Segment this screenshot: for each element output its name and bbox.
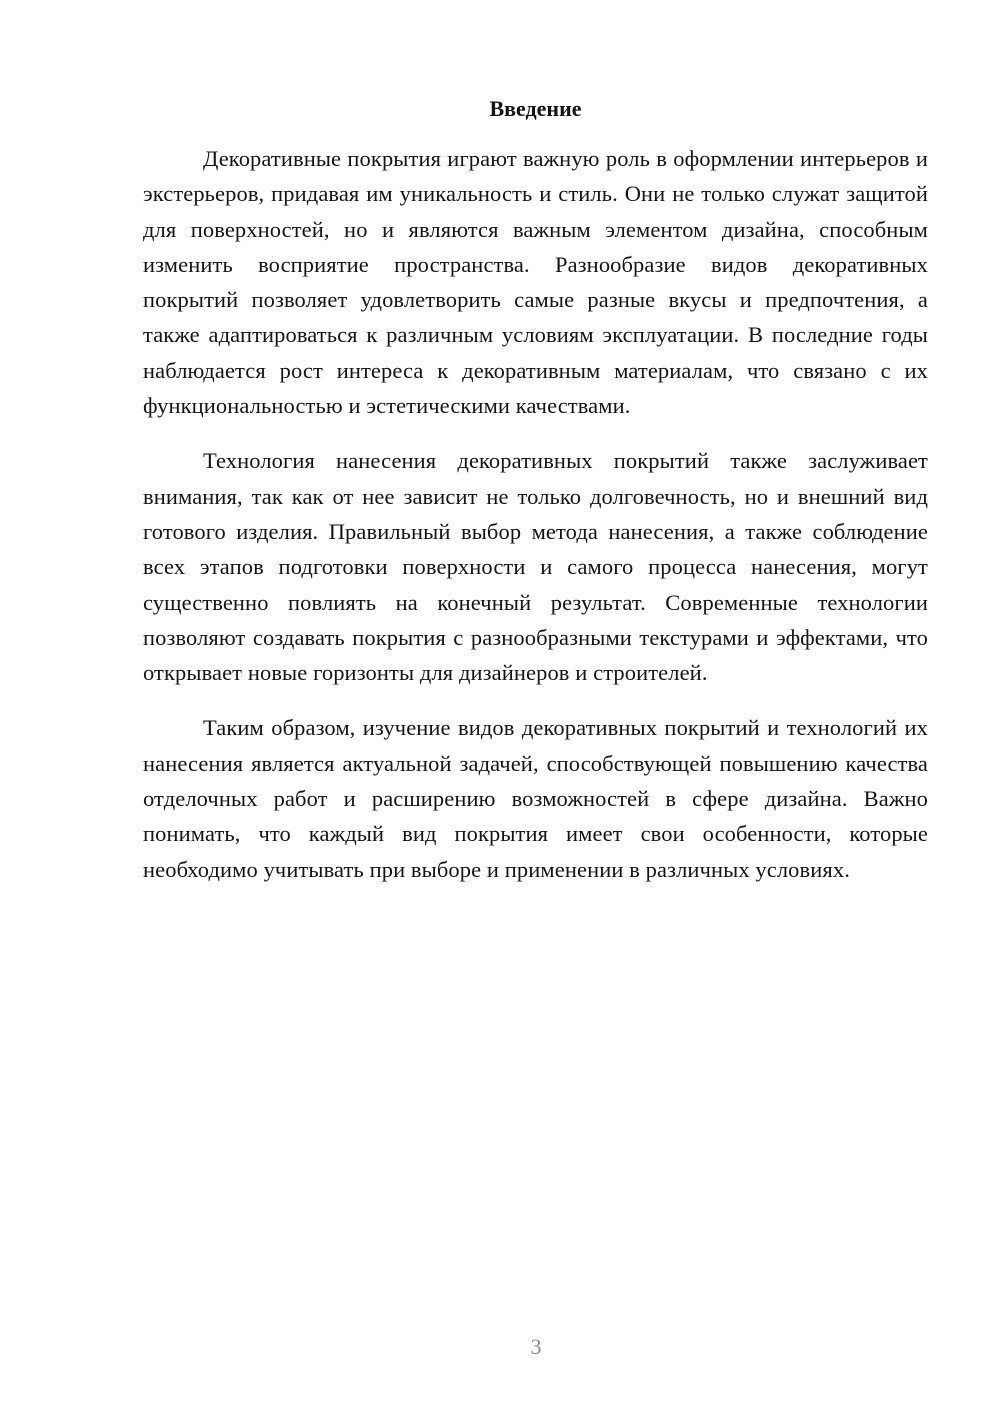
page-content	[143, 92, 928, 907]
section-heading: Введение	[489, 96, 582, 121]
page-number: 3	[530, 1334, 542, 1359]
paragraph-conclusion: Таким образом, изучение видов декоративных покрытий и технологий их нанесения является актуальной задачей, способствующей повышению качества отделочных работ и расширению возможностей в сфере дизайна. Важно понимать, что каждый вид покрытия имеет свои особенности, которые необходимо учитывать при выборе и применении в различных условиях.	[143, 715, 928, 882]
paragraph-intro: Декоративные покрытия играют важную роль в оформлении интерьеров и экстерьеров, придавая им уникальность и стиль. Они не только служат защитой для поверхностей, но и являются важным элементом дизайна, способным изменить восприятие пространства. Разнообразие видов декоративных покрытий позволяет удовлетворить самые разные вкусы и предпочтения, а также адаптироваться к различным условиям эксплуатации. В последние годы наблюдается рост интереса к декоративным материалам, что связано с их функциональностью и эстетическими качествами.	[143, 146, 928, 419]
paragraph-technology: Технология нанесения декоративных покрытий также заслуживает внимания, так как от нее зависит не только долговечность, но и внешний вид готового изделия. Правильный выбор метода нанесения, а также соблюдение всех этапов подготовки поверхности и самого процесса нанесения, могут существенно повлиять на конечный результат. Современные технологии позволяют создавать покрытия с разнообразными текстурами и эффектами, что открывает новые горизонты для дизайнеров и строителей.	[143, 448, 928, 686]
